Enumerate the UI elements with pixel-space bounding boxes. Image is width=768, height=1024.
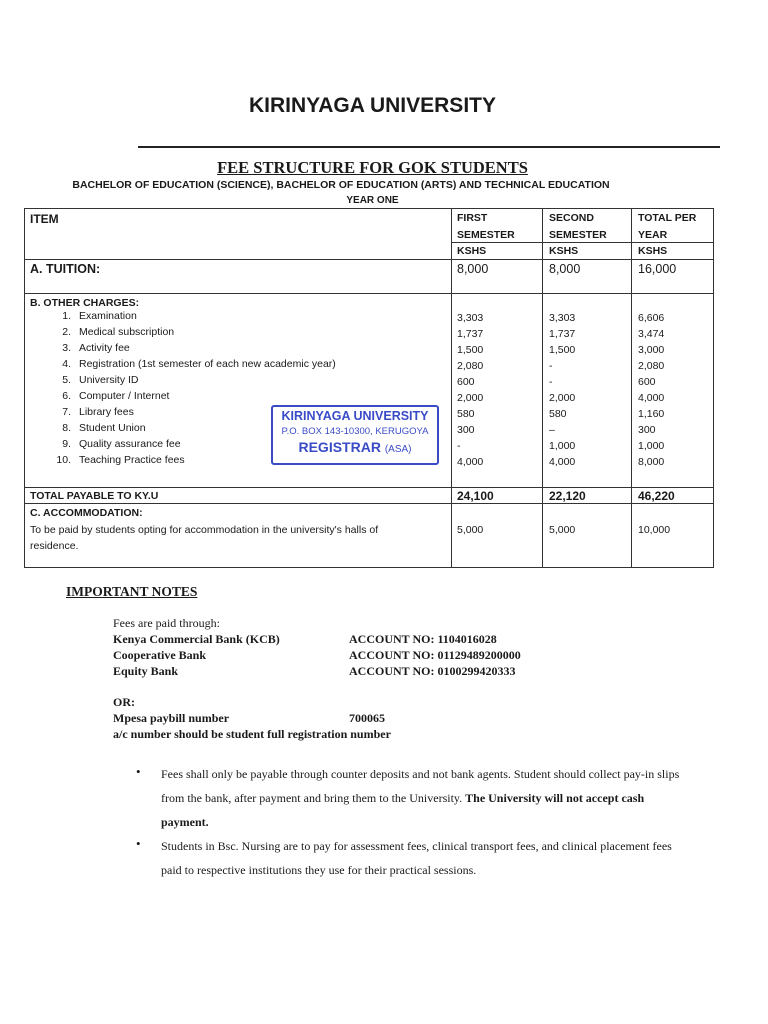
- charge-label: Activity fee: [79, 342, 130, 354]
- charge-number: 8.: [62, 422, 71, 434]
- university-title: KIRINYAGA UNIVERSITY: [249, 94, 496, 117]
- fee-table: [24, 208, 714, 568]
- table-row: [25, 358, 713, 374]
- account-number-note: a/c number should be student full registration number: [113, 727, 391, 741]
- charge-number: 3.: [62, 342, 71, 354]
- charge-second: –: [549, 424, 555, 436]
- total-payable-label: TOTAL PAYABLE TO KY.U: [30, 490, 159, 502]
- charge-number: 5.: [62, 374, 71, 386]
- charge-first: 1,737: [457, 328, 484, 340]
- bank-name: Cooperative Bank: [113, 648, 206, 662]
- charge-label: Quality assurance fee: [79, 438, 181, 450]
- charge-label: Registration (1st semester of each new academic year): [79, 358, 336, 370]
- charge-number: 2.: [62, 326, 71, 338]
- charge-label: Medical subscription: [79, 326, 175, 338]
- bullet-icon: •: [136, 836, 141, 851]
- charge-label: Teaching Practice fees: [79, 454, 185, 466]
- total-first: 24,100: [457, 489, 494, 503]
- charge-label: Examination: [79, 310, 137, 322]
- charge-number: 6.: [62, 390, 71, 402]
- nursing-note: Students in Bsc. Nursing are to pay for assessment fees, clinical transport fees, and clinical placement fees paid to respective institutions they use for their practical sessions.: [161, 839, 672, 877]
- charge-first: -: [457, 440, 461, 452]
- fee-structure-title: FEE STRUCTURE FOR GOK STUDENTS: [217, 158, 528, 177]
- charge-total: 1,160: [638, 408, 665, 420]
- charge-number: 9.: [62, 438, 71, 450]
- charge-second: 2,000: [549, 392, 576, 404]
- total-year: 46,220: [638, 489, 675, 503]
- total-second: 22,120: [549, 489, 586, 503]
- charge-second: 1,737: [549, 328, 576, 340]
- charge-second: 3,303: [549, 312, 576, 324]
- tuition-second: 8,000: [549, 262, 581, 276]
- charge-label: University ID: [79, 374, 139, 386]
- charge-number: 4.: [62, 358, 71, 370]
- charge-total: 600: [638, 376, 656, 388]
- charge-second: 580: [549, 408, 567, 420]
- bank-name: Kenya Commercial Bank (KCB): [113, 632, 280, 646]
- charge-total: 4,000: [638, 392, 665, 404]
- table-row-divider: [25, 293, 713, 294]
- bank-account-number: ACCOUNT NO: 01129489200000: [349, 648, 521, 662]
- table-row: [25, 374, 713, 390]
- payment-note: Fees shall only be payable through counter deposits and not bank agents. Student should collect pay-in slips from the bank, after payment and bring them to the University. The University will not accept cash payment.: [161, 767, 680, 829]
- charge-total: 6,606: [638, 312, 665, 324]
- programme-line: BACHELOR OF EDUCATION (SCIENCE), BACHELOR OF EDUCATION (ARTS) AND TECHNICAL EDUCATION: [72, 179, 610, 191]
- charge-total: 300: [638, 424, 656, 436]
- table-row: [25, 390, 713, 406]
- charge-second: 1,000: [549, 440, 576, 452]
- charge-first: 2,080: [457, 360, 484, 372]
- or-text: OR:: [113, 695, 135, 709]
- table-row: [25, 326, 713, 342]
- table-row: [25, 342, 713, 358]
- tuition-total: 16,000: [638, 262, 677, 276]
- charge-number: 7.: [62, 406, 71, 418]
- charge-second: -: [549, 376, 553, 388]
- charge-second: -: [549, 360, 553, 372]
- bank-account-number: ACCOUNT NO: 0100299420333: [349, 664, 516, 678]
- charge-first: 1,500: [457, 344, 484, 356]
- bullet-icon: •: [136, 764, 141, 779]
- charge-total: 1,000: [638, 440, 665, 452]
- paid-through-text: Fees are paid through:: [113, 616, 220, 630]
- tuition-label: A. TUITION:: [30, 262, 101, 276]
- title-divider: [138, 146, 720, 148]
- tuition-first: 8,000: [457, 262, 489, 276]
- charge-first: 2,000: [457, 392, 484, 404]
- first-semester-header: FIRST SEMESTER KSHS: [457, 212, 515, 257]
- charge-first: 580: [457, 408, 475, 420]
- bank-name: Equity Bank: [113, 664, 179, 678]
- item-header: ITEM: [30, 212, 59, 226]
- charge-label: Library fees: [79, 406, 134, 418]
- accommodation-label: C. ACCOMMODATION:: [30, 507, 143, 519]
- bank-account-number: ACCOUNT NO: 1104016028: [349, 632, 497, 646]
- table-row-divider: [25, 259, 713, 260]
- charge-second: 1,500: [549, 344, 576, 356]
- charge-total: 3,000: [638, 344, 665, 356]
- registrar-stamp: KIRINYAGA UNIVERSITY P.O. BOX 143-10300, KERUGOYA REGISTRAR (ASA): [271, 405, 439, 465]
- charge-second: 4,000: [549, 456, 576, 468]
- second-semester-header: SECOND SEMESTER KSHS: [549, 212, 607, 257]
- charge-total: 3,474: [638, 328, 665, 340]
- accommodation-second: 5,000: [549, 524, 576, 536]
- charge-first: 300: [457, 424, 475, 436]
- charge-total: 8,000: [638, 456, 665, 468]
- charge-label: Computer / Internet: [79, 390, 170, 402]
- charge-number: 1.: [62, 310, 71, 322]
- table-row: [25, 310, 713, 326]
- accommodation-total: 10,000: [638, 524, 671, 536]
- important-notes-title: IMPORTANT NOTES: [66, 584, 198, 599]
- charge-number: 10.: [56, 454, 71, 466]
- other-charges-label: B. OTHER CHARGES:: [30, 297, 140, 309]
- mpesa-label: Mpesa paybill number: [113, 711, 230, 725]
- year-line: YEAR ONE: [346, 195, 399, 206]
- mpesa-number: 700065: [349, 711, 385, 725]
- accommodation-first: 5,000: [457, 524, 484, 536]
- charge-first: 3,303: [457, 312, 484, 324]
- charge-first: 600: [457, 376, 475, 388]
- accommodation-desc: residence.: [30, 540, 79, 552]
- charge-total: 2,080: [638, 360, 665, 372]
- total-per-year-header: TOTAL PER YEAR KSHS: [638, 212, 697, 257]
- accommodation-desc: To be paid by students opting for accommodation in the university's halls of: [30, 524, 379, 536]
- charge-first: 4,000: [457, 456, 484, 468]
- charge-label: Student Union: [79, 422, 146, 434]
